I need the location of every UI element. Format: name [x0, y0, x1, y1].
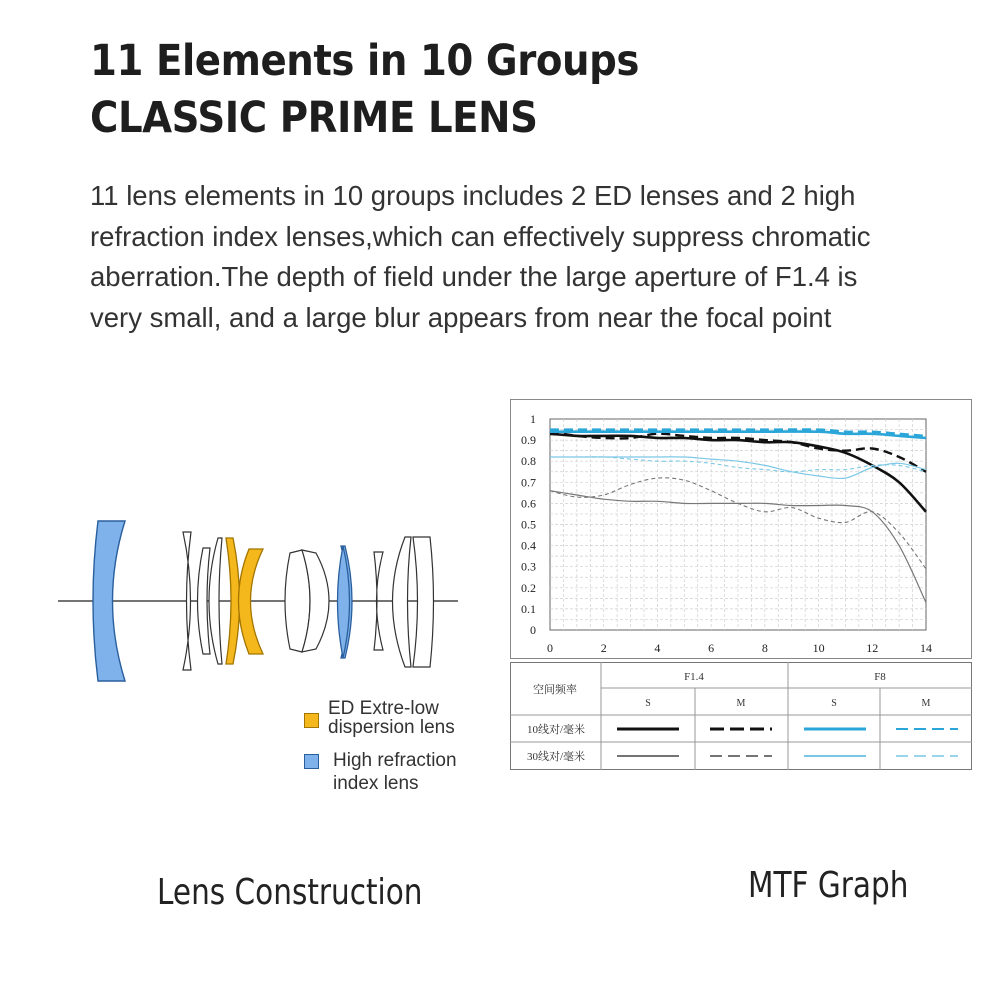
- mtf-graph-caption: MTF Graph: [748, 865, 909, 906]
- x-tick-label: 10: [812, 641, 825, 655]
- y-tick-label: 0.6: [521, 496, 536, 511]
- ed-swatch-icon: [304, 713, 319, 728]
- table-sub-m1: M: [736, 698, 746, 709]
- x-tick-label: 8: [761, 641, 768, 655]
- table-sub-s2: S: [831, 698, 837, 709]
- table-group-f14: F1.4: [684, 671, 704, 683]
- headline-line-2: CLASSIC PRIME LENS: [90, 93, 538, 143]
- table-sub-m2: M: [921, 698, 931, 709]
- x-tick-label: 4: [654, 641, 661, 655]
- y-tick-label: 0.7: [521, 475, 536, 490]
- lens-element-12: [413, 537, 434, 667]
- legend-hr-line1: High refraction: [333, 750, 457, 771]
- table-row-10lp: 10线对/毫米: [526, 724, 586, 736]
- mtf-legend-table: [510, 662, 972, 770]
- mtf-chart: [510, 399, 972, 659]
- description-line: refraction index lenses,which can effectively suppress chromatic: [90, 220, 871, 252]
- lens-element-11: [393, 537, 412, 667]
- legend-ed-line1: ED Extre-low: [328, 698, 439, 719]
- y-tick-label: 0.8: [521, 454, 536, 469]
- mtf-y-ticks: [521, 412, 536, 637]
- description: [90, 176, 970, 338]
- lens-construction-diagram: [0, 500, 480, 700]
- x-tick-label: 6: [708, 641, 715, 655]
- y-tick-label: 0.3: [521, 559, 536, 574]
- legend-hr-line2: index lens: [333, 773, 419, 794]
- table-group-f8: F8: [874, 671, 886, 683]
- y-tick-label: 0: [530, 623, 536, 637]
- x-tick-label: 12: [866, 641, 879, 655]
- legend-ed-line2: dispersion lens: [328, 717, 455, 738]
- y-tick-label: 0.1: [521, 601, 536, 616]
- description-line: 11 lens elements in 10 groups includes 2 ED lenses and 2 high: [90, 180, 856, 211]
- x-tick-label: 14: [920, 641, 932, 655]
- description-line: aberration.The depth of field under the large aperture of F1.4 is: [90, 261, 858, 292]
- headline-line-1: 11 Elements in 10 Groups: [90, 36, 639, 86]
- high-refraction-swatch-icon: [304, 754, 319, 769]
- table-row-30lp: 30线对/毫米: [526, 751, 586, 763]
- table-row-header: 空间频率: [533, 684, 577, 696]
- x-tick-label: 2: [600, 641, 607, 655]
- y-tick-label: 0.5: [521, 517, 536, 532]
- y-tick-label: 0.2: [521, 580, 536, 595]
- x-tick-label: 0: [547, 641, 553, 655]
- lens-construction-caption: Lens Construction: [157, 872, 423, 913]
- y-tick-label: 0.4: [521, 538, 536, 553]
- y-tick-label: 1: [530, 412, 536, 426]
- description-line: very small, and a large blur appears from near the focal point: [90, 301, 832, 333]
- y-tick-label: 0.9: [521, 433, 536, 448]
- table-sub-s1: S: [645, 698, 651, 709]
